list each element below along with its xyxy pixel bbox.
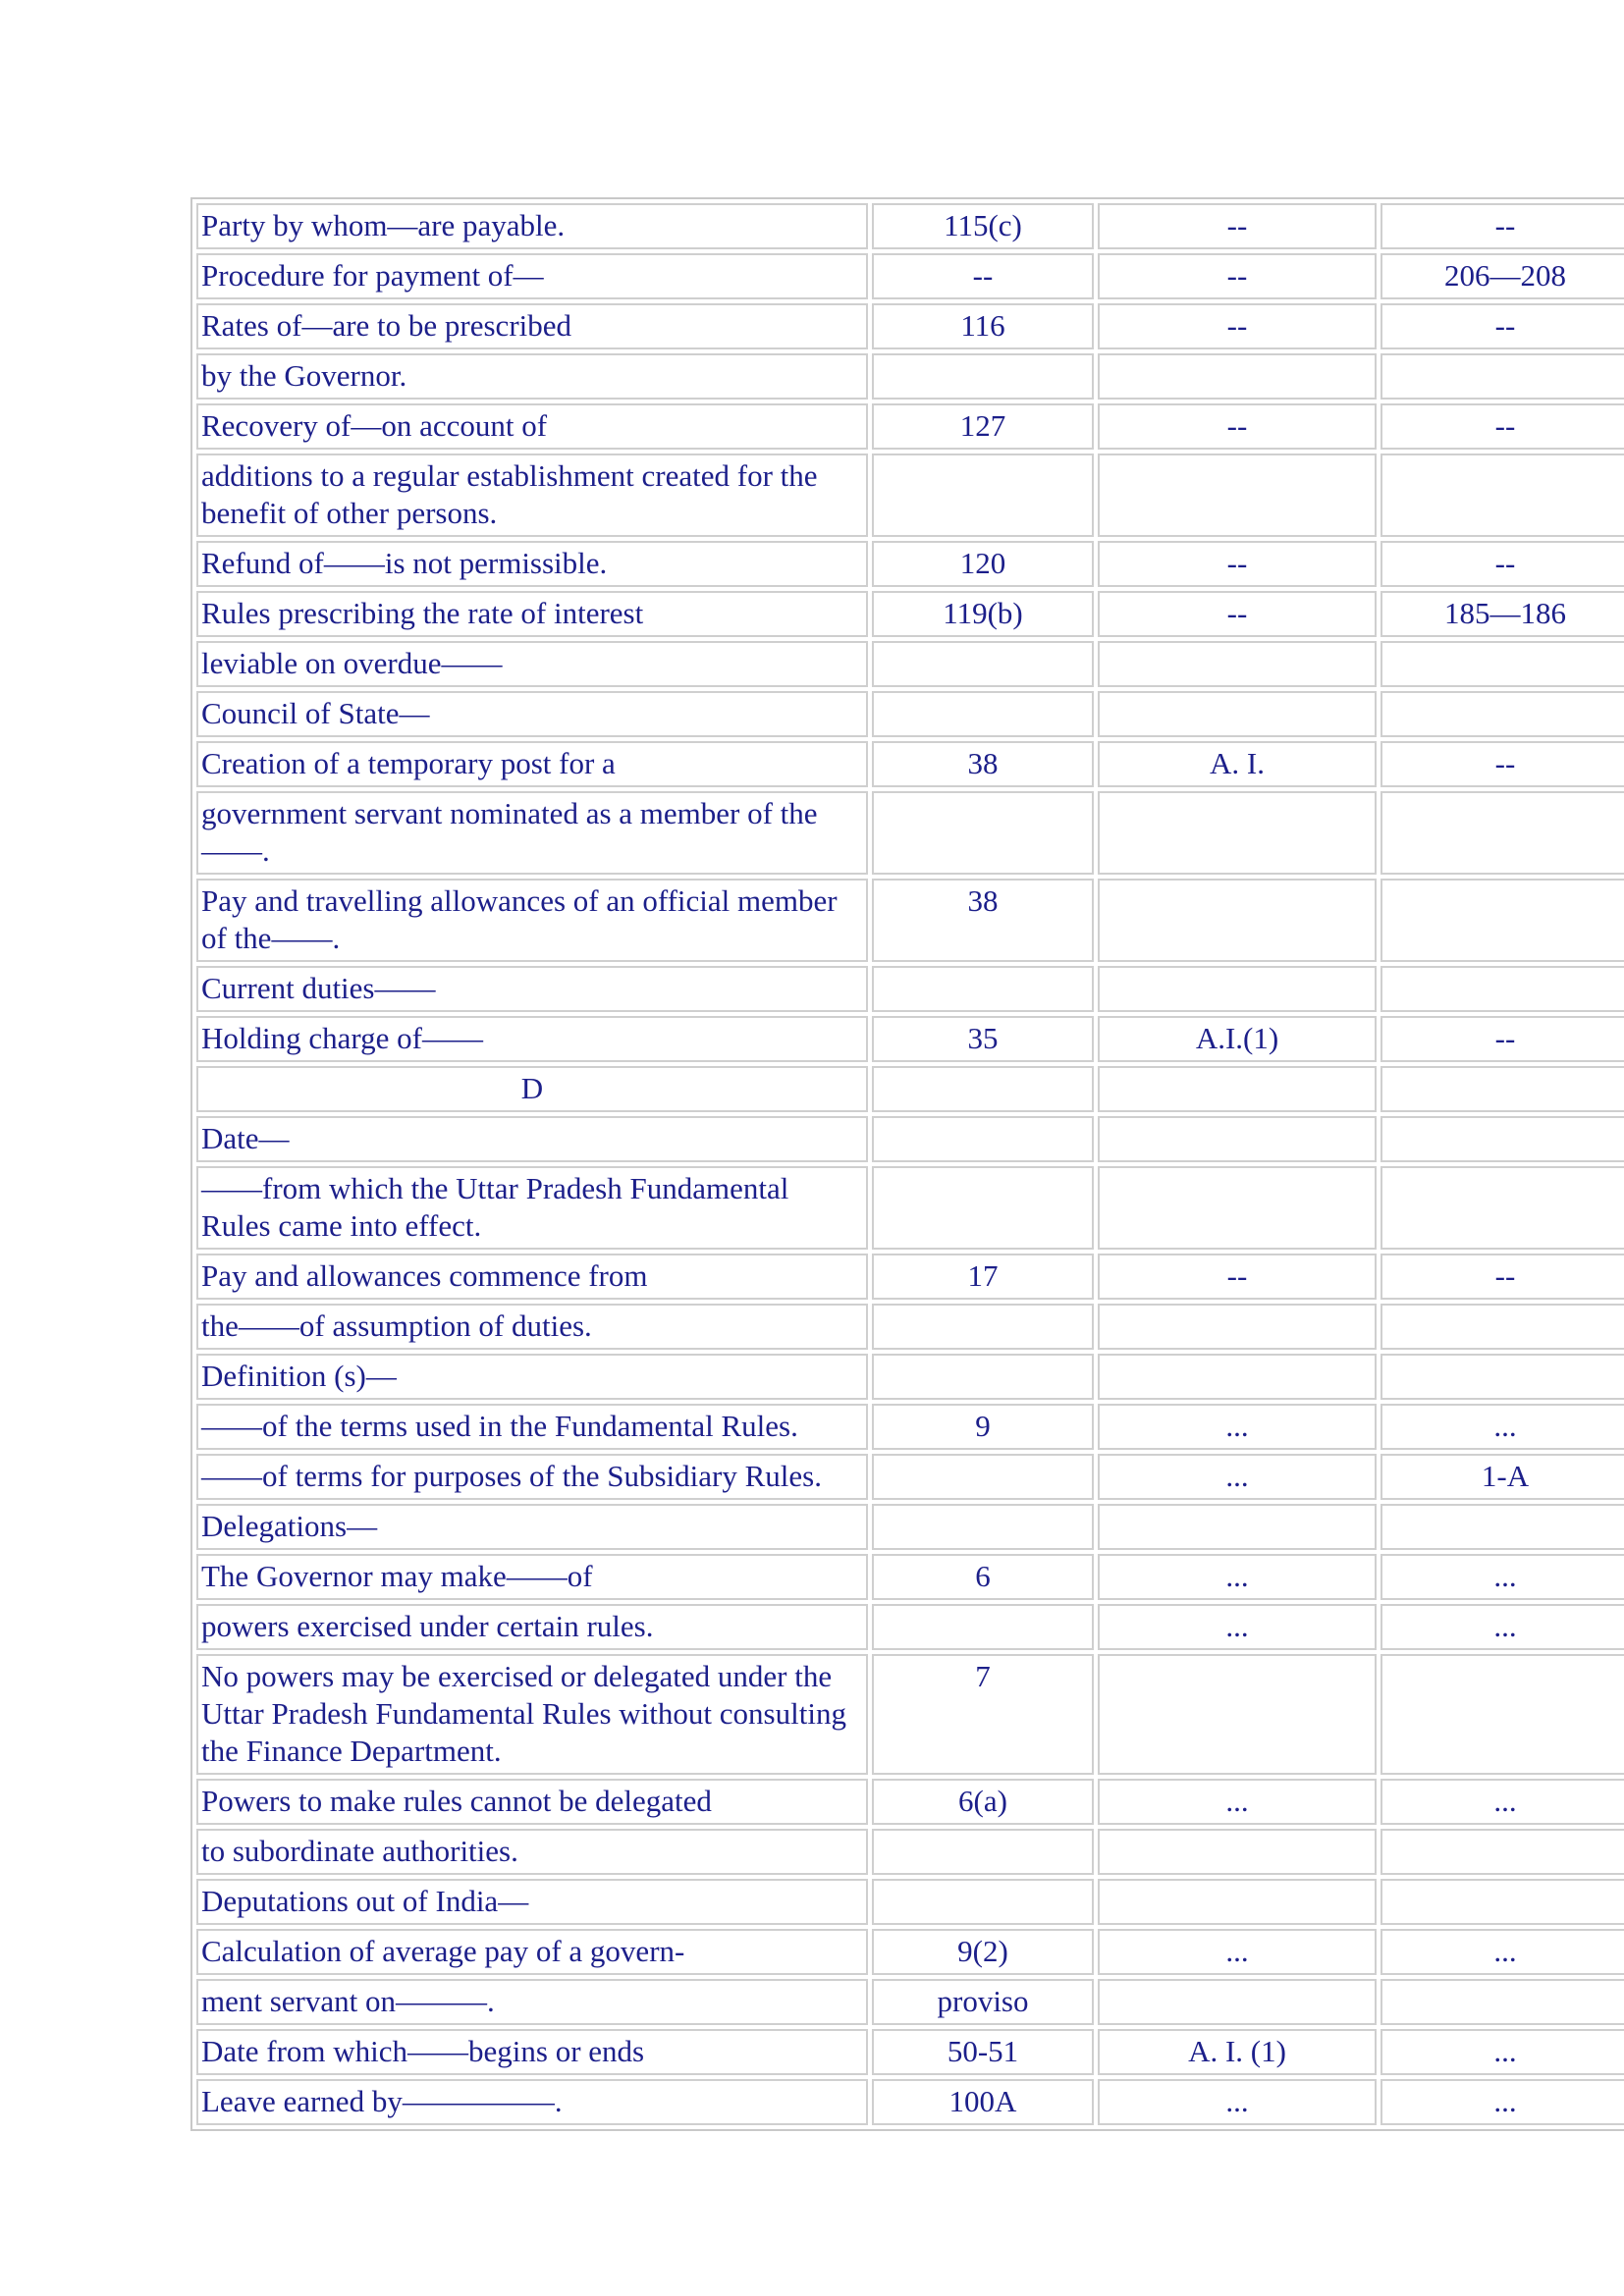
rule-reference: [872, 1454, 1094, 1500]
entry-text: powers exercised under certain rules.: [196, 1604, 868, 1650]
subsidiary-rule-reference: [1380, 691, 1624, 737]
subsidiary-rule-reference: 1-A: [1380, 1454, 1624, 1500]
entry-text: leviable on overdue——: [196, 641, 868, 687]
rule-reference: 9: [872, 1404, 1094, 1450]
table-row: [196, 2079, 1624, 2125]
appendix-reference: --: [1098, 403, 1377, 450]
entry-text: the——of assumption of duties.: [196, 1304, 868, 1350]
entry-text: ——of terms for purposes of the Subsidiary Rules.: [196, 1454, 868, 1500]
entry-text: Pay and allowances commence from: [196, 1254, 868, 1300]
table-row: [196, 1829, 1624, 1875]
entry-text: Current duties——: [196, 966, 868, 1012]
rule-reference: [872, 691, 1094, 737]
appendix-reference: [1098, 966, 1377, 1012]
rule-reference: 120: [872, 541, 1094, 587]
entry-text: Creation of a temporary post for a: [196, 741, 868, 787]
table-row: [196, 691, 1624, 737]
table-row: [196, 1929, 1624, 1975]
appendix-reference: [1098, 1116, 1377, 1162]
appendix-reference: ...: [1098, 1404, 1377, 1450]
appendix-reference: [1098, 1979, 1377, 2025]
appendix-reference: [1098, 1304, 1377, 1350]
rule-reference: [872, 1879, 1094, 1925]
subsidiary-rule-reference: [1380, 879, 1624, 962]
table-row: [196, 541, 1624, 587]
appendix-reference: [1098, 1829, 1377, 1875]
appendix-reference: --: [1098, 1254, 1377, 1300]
appendix-reference: [1098, 1354, 1377, 1400]
subsidiary-rule-reference: --: [1380, 1254, 1624, 1300]
table-row: [196, 1354, 1624, 1400]
entry-text: Deputations out of India—: [196, 1879, 868, 1925]
subsidiary-rule-reference: ...: [1380, 1929, 1624, 1975]
table-row: [196, 791, 1624, 875]
rule-reference: 6(a): [872, 1779, 1094, 1825]
appendix-reference: ...: [1098, 2079, 1377, 2125]
entry-text: No powers may be exercised or delegated under the Uttar Pradesh Fundamental Rules without consulting the Finance Department.: [196, 1654, 868, 1775]
table-row: [196, 1454, 1624, 1500]
subsidiary-rule-reference: 206—208: [1380, 253, 1624, 299]
entry-text: The Governor may make——of: [196, 1554, 868, 1600]
subsidiary-rule-reference: ...: [1380, 2079, 1624, 2125]
appendix-reference: [1098, 879, 1377, 962]
entry-text: Delegations—: [196, 1504, 868, 1550]
appendix-reference: [1098, 1879, 1377, 1925]
entry-text: ——of the terms used in the Fundamental Rules.: [196, 1404, 868, 1450]
table-row: [196, 1879, 1624, 1925]
entry-text: additions to a regular establishment created for the benefit of other persons.: [196, 454, 868, 537]
rule-reference: proviso: [872, 1979, 1094, 2025]
table-row: [196, 1166, 1624, 1250]
appendix-reference: [1098, 641, 1377, 687]
table-row: [196, 203, 1624, 249]
appendix-reference: A. I. (1): [1098, 2029, 1377, 2075]
entry-text: Date—: [196, 1116, 868, 1162]
rule-reference: 50-51: [872, 2029, 1094, 2075]
table-row: [196, 353, 1624, 400]
rule-reference: [872, 1166, 1094, 1250]
appendix-reference: --: [1098, 203, 1377, 249]
appendix-reference: [1098, 1066, 1377, 1112]
appendix-reference: A. I.: [1098, 741, 1377, 787]
subsidiary-rule-reference: ...: [1380, 1604, 1624, 1650]
appendix-reference: ...: [1098, 1604, 1377, 1650]
table-row: [196, 1779, 1624, 1825]
table-row: [196, 1654, 1624, 1775]
subsidiary-rule-reference: [1380, 1354, 1624, 1400]
subsidiary-rule-reference: [1380, 1654, 1624, 1775]
entry-text: ment servant on———.: [196, 1979, 868, 2025]
rule-reference: [872, 791, 1094, 875]
subsidiary-rule-reference: --: [1380, 741, 1624, 787]
appendix-reference: [1098, 791, 1377, 875]
entry-text: Calculation of average pay of a govern-: [196, 1929, 868, 1975]
entry-text: Refund of——is not permissible.: [196, 541, 868, 587]
subsidiary-rule-reference: [1380, 791, 1624, 875]
appendix-reference: [1098, 1654, 1377, 1775]
appendix-reference: ...: [1098, 1929, 1377, 1975]
table-row: [196, 1554, 1624, 1600]
rule-reference: [872, 966, 1094, 1012]
appendix-reference: [1098, 1504, 1377, 1550]
table-row: [196, 2029, 1624, 2075]
subsidiary-rule-reference: [1380, 353, 1624, 400]
table-row: [196, 1066, 1624, 1112]
entry-text: Leave earned by—————.: [196, 2079, 868, 2125]
entry-text: Rules prescribing the rate of interest: [196, 591, 868, 637]
appendix-reference: [1098, 353, 1377, 400]
rule-reference: 38: [872, 879, 1094, 962]
appendix-reference: [1098, 454, 1377, 537]
table-row: [196, 1404, 1624, 1450]
appendix-reference: [1098, 691, 1377, 737]
table-row: [196, 1304, 1624, 1350]
entry-text: Rates of—are to be prescribed: [196, 303, 868, 349]
table-row: [196, 591, 1624, 637]
table-row: [196, 303, 1624, 349]
appendix-reference: A.I.(1): [1098, 1016, 1377, 1062]
entry-text: to subordinate authorities.: [196, 1829, 868, 1875]
rule-reference: [872, 1504, 1094, 1550]
subsidiary-rule-reference: [1380, 1116, 1624, 1162]
subsidiary-rule-reference: [1380, 1166, 1624, 1250]
subsidiary-rule-reference: [1380, 454, 1624, 537]
subsidiary-rule-reference: --: [1380, 303, 1624, 349]
entry-text: Holding charge of——: [196, 1016, 868, 1062]
rule-reference: 9(2): [872, 1929, 1094, 1975]
rule-reference: 17: [872, 1254, 1094, 1300]
subsidiary-rule-reference: [1380, 1979, 1624, 2025]
entry-text: Date from which——begins or ends: [196, 2029, 868, 2075]
entry-text: government servant nominated as a member of the——.: [196, 791, 868, 875]
rule-reference: 38: [872, 741, 1094, 787]
table-row: [196, 454, 1624, 537]
appendix-reference: --: [1098, 591, 1377, 637]
table-row: [196, 1016, 1624, 1062]
rule-reference: 115(c): [872, 203, 1094, 249]
subsidiary-rule-reference: --: [1380, 403, 1624, 450]
rule-reference: 127: [872, 403, 1094, 450]
entry-text: by the Governor.: [196, 353, 868, 400]
rule-reference: [872, 641, 1094, 687]
rule-reference: 35: [872, 1016, 1094, 1062]
rule-reference: [872, 1604, 1094, 1650]
subsidiary-rule-reference: [1380, 1829, 1624, 1875]
subsidiary-rule-reference: [1380, 966, 1624, 1012]
subsidiary-rule-reference: --: [1380, 1016, 1624, 1062]
rule-reference: [872, 1066, 1094, 1112]
table-row: [196, 1604, 1624, 1650]
table-row: [196, 1979, 1624, 2025]
rule-reference: [872, 1354, 1094, 1400]
subsidiary-rule-reference: [1380, 1504, 1624, 1550]
table-row: [196, 741, 1624, 787]
entry-text: Powers to make rules cannot be delegated: [196, 1779, 868, 1825]
appendix-reference: [1098, 1166, 1377, 1250]
appendix-reference: ...: [1098, 1554, 1377, 1600]
rule-reference: 7: [872, 1654, 1094, 1775]
rule-reference: [872, 1304, 1094, 1350]
index-table-body: [196, 203, 1624, 2125]
entry-text: Party by whom—are payable.: [196, 203, 868, 249]
index-table: [190, 197, 1624, 2131]
rule-reference: 116: [872, 303, 1094, 349]
table-row: [196, 879, 1624, 962]
table-row: [196, 403, 1624, 450]
rule-reference: 6: [872, 1554, 1094, 1600]
subsidiary-rule-reference: [1380, 641, 1624, 687]
entry-text: Recovery of—on account of: [196, 403, 868, 450]
subsidiary-rule-reference: ...: [1380, 1554, 1624, 1600]
rule-reference: [872, 454, 1094, 537]
subsidiary-rule-reference: ...: [1380, 1779, 1624, 1825]
rule-reference: [872, 353, 1094, 400]
entry-text: Council of State—: [196, 691, 868, 737]
appendix-reference: --: [1098, 541, 1377, 587]
table-row: [196, 1254, 1624, 1300]
subsidiary-rule-reference: --: [1380, 203, 1624, 249]
appendix-reference: --: [1098, 253, 1377, 299]
subsidiary-rule-reference: ...: [1380, 1404, 1624, 1450]
appendix-reference: ...: [1098, 1454, 1377, 1500]
rule-reference: [872, 1116, 1094, 1162]
subsidiary-rule-reference: ...: [1380, 2029, 1624, 2075]
entry-text: Definition (s)—: [196, 1354, 868, 1400]
table-row: [196, 966, 1624, 1012]
table-row: [196, 641, 1624, 687]
table-row: [196, 1504, 1624, 1550]
rule-reference: 100A: [872, 2079, 1094, 2125]
rule-reference: [872, 1829, 1094, 1875]
appendix-reference: --: [1098, 303, 1377, 349]
table-row: [196, 253, 1624, 299]
table-row: [196, 1116, 1624, 1162]
subsidiary-rule-reference: [1380, 1879, 1624, 1925]
entry-text: Procedure for payment of—: [196, 253, 868, 299]
subsidiary-rule-reference: [1380, 1066, 1624, 1112]
rule-reference: --: [872, 253, 1094, 299]
entry-text: Pay and travelling allowances of an official member of the——.: [196, 879, 868, 962]
subsidiary-rule-reference: --: [1380, 541, 1624, 587]
rule-reference: 119(b): [872, 591, 1094, 637]
appendix-reference: ...: [1098, 1779, 1377, 1825]
entry-text: D: [196, 1066, 868, 1112]
subsidiary-rule-reference: [1380, 1304, 1624, 1350]
subsidiary-rule-reference: 185—186: [1380, 591, 1624, 637]
entry-text: ——from which the Uttar Pradesh Fundamental Rules came into effect.: [196, 1166, 868, 1250]
